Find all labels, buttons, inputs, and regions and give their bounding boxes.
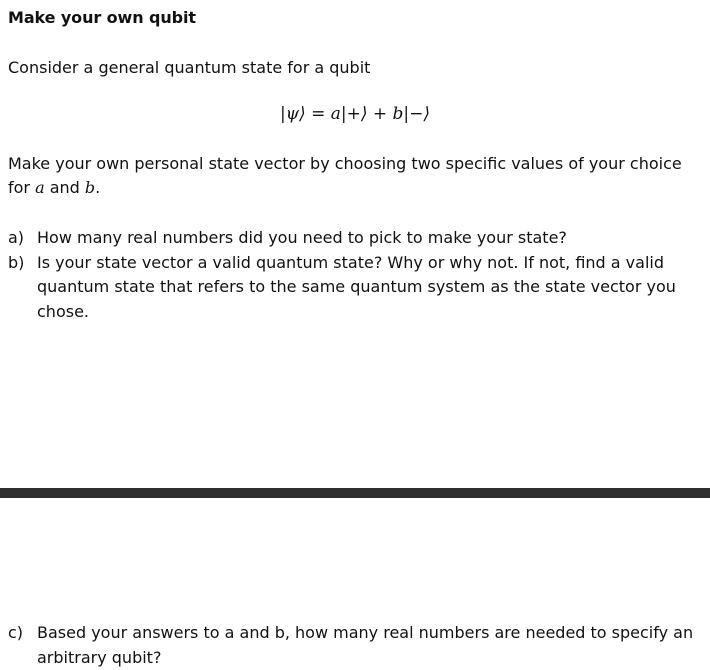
instruction-after: .: [95, 178, 101, 197]
instruction-before: Make your own personal state vector by choosing two specific values of your choice for: [8, 154, 682, 197]
variable-b: b: [84, 178, 96, 197]
question-text: How many real numbers did you need to pick to make your state?: [37, 228, 567, 247]
instruction-text: [8, 152, 698, 200]
question-marker: b): [8, 252, 25, 272]
page-title: Make your own qubit: [8, 8, 196, 27]
question-list-continued: [8, 621, 698, 670]
question-a: [8, 226, 698, 251]
state-equation: |ψ⟩ = a|+⟩ + b|−⟩: [279, 104, 431, 124]
variable-a: a: [35, 178, 45, 197]
intro-text: Consider a general quantum state for a qubit: [8, 58, 371, 77]
instruction-middle: and: [44, 178, 85, 197]
question-c: [8, 621, 698, 670]
question-text: Based your answers to a and b, how many real numbers are needed to specify an arbitrary qubit?: [37, 623, 694, 667]
question-b: [8, 251, 698, 325]
question-marker: a): [8, 228, 25, 247]
question-list: [8, 226, 698, 324]
section-divider: [0, 488, 710, 498]
question-text: Is your state vector a valid quantum state? Why or why not. If not, find a valid quantum state that refers to the same quantum system as the state vector you chose.: [37, 252, 676, 321]
question-marker: c): [8, 623, 24, 642]
